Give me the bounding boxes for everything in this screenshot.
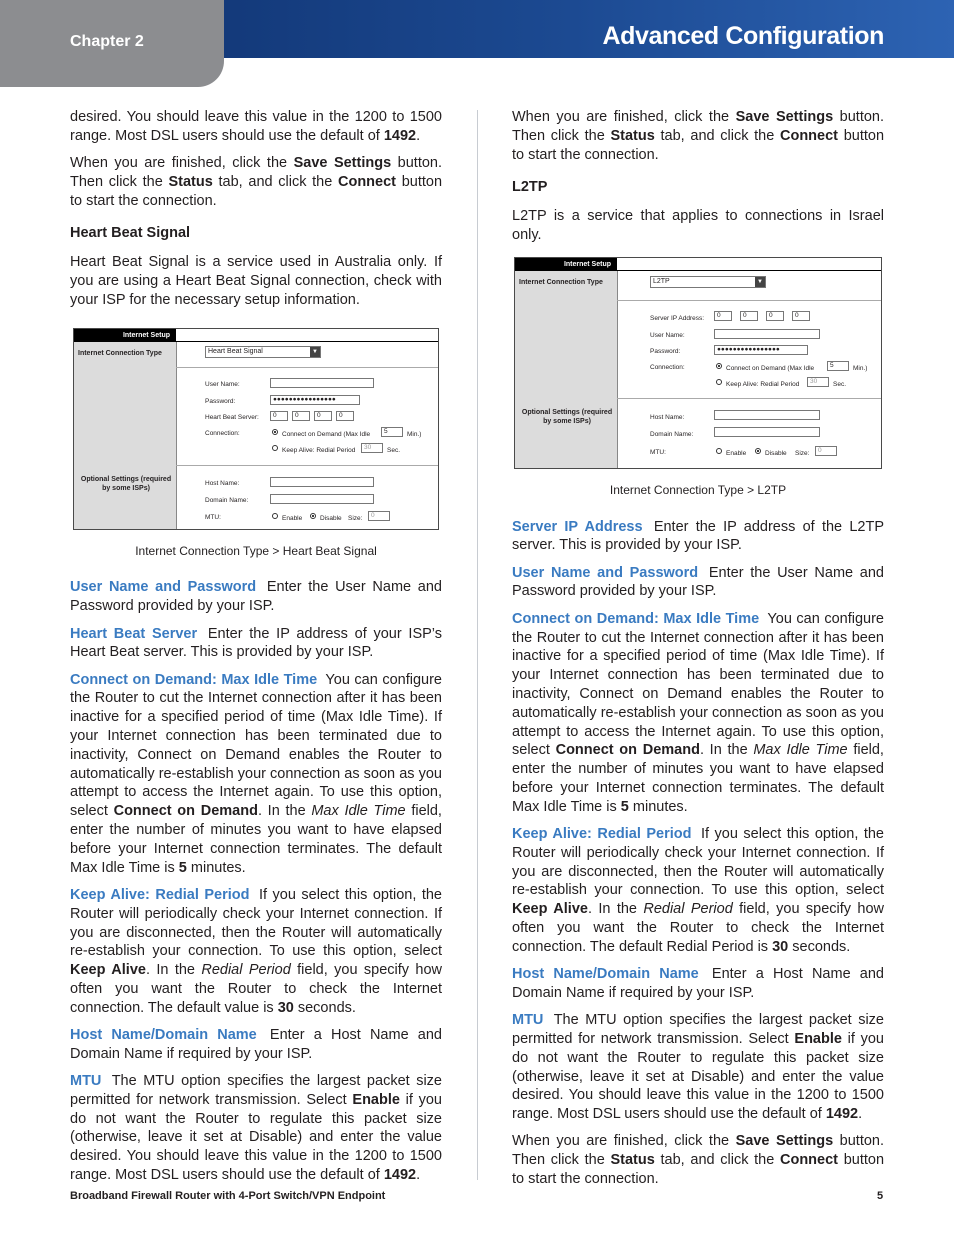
connect-on-demand-radio[interactable] — [272, 429, 278, 435]
mtu-enable-radio[interactable] — [716, 448, 722, 454]
domain-name-label: Domain Name: — [650, 430, 694, 438]
term: User Name and Password — [70, 579, 257, 596]
ip-octet-input[interactable]: 0 — [714, 311, 732, 321]
user-name-label: User Name: — [205, 380, 240, 388]
ip-octet-input[interactable]: 0 — [270, 411, 288, 421]
setup-sidebar — [74, 329, 176, 529]
mtu-size-input[interactable]: 0 — [368, 511, 390, 521]
min-text: Min.) — [853, 364, 868, 372]
chevron-down-icon: ▼ — [310, 347, 320, 357]
password-input[interactable]: ●●●●●●●●●●●●●●●● — [714, 345, 808, 355]
paragraph: Heart Beat Signal is a service used in Australia only. If you are using a Heart Beat Signal connection, check with your ISP for the necessary setup information. — [70, 254, 442, 308]
disable-text: Disable — [765, 449, 787, 457]
size-text: Size: — [348, 514, 363, 522]
divider — [176, 342, 177, 529]
domain-name-label: Domain Name: — [205, 496, 249, 504]
enable-text: Enable — [726, 449, 747, 457]
term: Keep Alive: Redial Period — [70, 886, 250, 903]
definition: Keep Alive: Redial Period If you select this option, the Router will periodically check your Internet connection. If you are disconnected, then the Router will automatically re-establish your connection. To use this option, select Keep Alive. In the Redial Period field, you specify how often you want the Router to check the Internet connection. The default Redial Period is 30 seconds. — [512, 826, 884, 955]
connection-type-select[interactable]: Heart Beat Signal ▼ — [205, 346, 321, 358]
page-number: 5 — [877, 1190, 884, 1202]
definition: Connect on Demand: Max Idle Time You can configure the Router to cut the Internet connection after it has been inactive for a specified period of time (Max Idle Time). If your Internet connection has been terminated due to inactivity, Connect on Demand enables the Router to automatically re-establish your connection as soon as you attempt to access the Internet again. To use this option, select Connect on Demand. In the Max Idle Time field, enter the number of minutes you want to have elapsed before your Internet connection terminates. The default Max Idle Time is 5 minutes. — [70, 671, 442, 876]
term: Connect on Demand: Max Idle Time — [70, 671, 318, 688]
ka-text: Keep Alive: Redial Period — [282, 446, 356, 454]
sidebar-heading: Internet Setup — [74, 329, 176, 342]
ip-octet-input[interactable]: 0 — [336, 411, 354, 421]
ka-text: Keep Alive: Redial Period — [726, 380, 800, 388]
term: MTU — [70, 1073, 102, 1090]
definition: MTU The MTU option specifies the largest packet size permitted for network transmission. Select Enable if you do not want the Router to regulate this packet size (otherwise, leave it set at Disable) and enter the value desired. You should leave this value in the 1200 to 1500 range. Most DSL users should use the default of 1492. — [70, 1073, 443, 1184]
main-heading-bar — [617, 258, 881, 271]
term: Host Name/Domain Name — [512, 966, 699, 983]
ip-octet-input[interactable]: 0 — [792, 311, 810, 321]
connect-on-demand-radio[interactable] — [716, 363, 722, 369]
mtu-disable-radio[interactable] — [310, 513, 316, 519]
paragraph: desired. You should leave this value in the 1200 to 1500 range. Most DSL users should use the default of 1492. — [70, 109, 442, 144]
main-heading-bar — [176, 329, 438, 342]
mtu-label: MTU: — [205, 513, 221, 521]
definition: Host Name/Domain Name Enter a Host Name and Domain Name if required by your ISP. — [70, 1027, 442, 1062]
definition: Connect on Demand: Max Idle Time You can configure the Router to cut the Internet connection after it has been inactive for a specified period of time (Max Idle Time). If your Internet connection has been terminated due to inactivity, Connect on Demand enables the Router to automatically re-establish your connection as soon as you attempt to access the Internet again. To use this option, select Connect on Demand. In the Max Idle Time field, enter the number of minutes you want to have elapsed before your Internet connection terminates. The default Max Idle Time is 5 minutes. — [512, 610, 884, 815]
paragraph: L2TP is a service that applies to connections in Israel only. — [512, 208, 884, 243]
max-idle-input[interactable]: 5 — [827, 361, 849, 371]
cod-text: Connect on Demand (Max Idle — [282, 430, 371, 438]
definition: Keep Alive: Redial Period If you select this option, the Router will periodically check your Internet connection. If you are disconnected, then the Router will automatically re-establish your connection. To use this option, select Keep Alive. In the Redial Period field, you specify how often you want the Router to check the Internet connection. The default value is 30 seconds. — [70, 886, 442, 1016]
conn-type-label: Internet Connection Type — [78, 349, 162, 357]
divider — [617, 300, 881, 301]
divider — [617, 398, 881, 399]
connection-label: Connection: — [205, 429, 240, 437]
server-ip-label: Server IP Address: — [650, 314, 705, 322]
redial-period-input[interactable]: 30 — [361, 443, 383, 453]
user-name-label: User Name: — [650, 331, 685, 339]
definition: MTU The MTU option specifies the largest packet size permitted for network transmission. Select Enable if you do not want the Router to regulate this packet size (otherwise, leave it set at Disable) and enter the value desired. You should leave this value in the 1200 to 1500 range. Most DSL users should use the default of 1492. — [512, 1012, 885, 1123]
host-name-label: Host Name: — [650, 413, 685, 421]
section-heading: L2TP — [512, 179, 548, 196]
keep-alive-radio[interactable] — [716, 379, 722, 385]
host-name-input[interactable] — [270, 477, 374, 487]
sec-text: Sec. — [833, 380, 847, 388]
user-name-input[interactable] — [270, 378, 374, 388]
password-label: Password: — [650, 347, 681, 355]
paragraph: When you are finished, click the Save Settings button. Then click the Status tab, and click the Connect button to start the connection. — [512, 109, 885, 163]
enable-text: Enable — [282, 514, 303, 522]
paragraph: When you are finished, click the Save Settings button. Then click the Status tab, and click the Connect button to start the connection. — [512, 1133, 885, 1188]
min-text: Min.) — [407, 430, 422, 438]
connection-type-select[interactable]: L2TP ▼ — [650, 276, 766, 288]
optional-settings-label: Optional Settings (required by some ISPs) — [80, 475, 172, 492]
term: Heart Beat Server — [70, 625, 198, 642]
column-divider — [477, 110, 478, 1180]
mtu-size-input[interactable]: 0 — [815, 446, 837, 456]
figure-caption: Internet Connection Type > L2TP — [609, 482, 787, 497]
mtu-enable-radio[interactable] — [272, 513, 278, 519]
term: User Name and Password — [512, 564, 699, 581]
divider — [176, 465, 438, 466]
setup-sidebar — [515, 258, 617, 468]
definition: User Name and Password Enter the User Name and Password provided by your ISP. — [512, 564, 884, 600]
host-name-label: Host Name: — [205, 479, 240, 487]
domain-name-input[interactable] — [270, 494, 374, 504]
ip-octet-input[interactable]: 0 — [314, 411, 332, 421]
sidebar-heading: Internet Setup — [515, 258, 617, 271]
mtu-label: MTU: — [650, 448, 666, 456]
section-heading: Heart Beat Signal — [70, 225, 191, 242]
divider — [176, 367, 438, 368]
right-column — [512, 108, 884, 1197]
term: MTU — [512, 1012, 544, 1029]
term: Server IP Address — [512, 518, 643, 535]
redial-period-input[interactable]: 30 — [807, 377, 829, 387]
size-text: Size: — [795, 449, 810, 457]
page-title: Advanced Configuration — [602, 22, 884, 50]
optional-settings-label: Optional Settings (required by some ISPs) — [521, 408, 613, 425]
term: Connect on Demand: Max Idle Time — [512, 610, 760, 627]
chevron-down-icon: ▼ — [755, 277, 765, 287]
figure-caption: Internet Connection Type > Heart Beat Signal — [135, 543, 377, 558]
definition: Heart Beat Server Enter the IP address of your ISP’s Heart Beat server. This is provided by your ISP. — [70, 625, 443, 661]
user-name-input[interactable] — [714, 329, 820, 339]
cod-text: Connect on Demand (Max Idle — [726, 364, 815, 372]
definition: Host Name/Domain Name Enter a Host Name and Domain Name if required by your ISP. — [512, 966, 884, 1001]
left-column — [70, 108, 442, 1193]
password-label: Password: — [205, 397, 236, 405]
definition: User Name and Password Enter the User Name and Password provided by your ISP. — [70, 579, 442, 615]
paragraph: When you are finished, click the Save Settings button. Then click the Status tab, and click the Connect button to start the connection. — [70, 155, 443, 209]
heart-beat-screenshot — [73, 328, 439, 530]
conn-type-label: Internet Connection Type — [519, 278, 603, 286]
max-idle-input[interactable]: 5 — [381, 427, 403, 437]
ip-octet-input[interactable]: 0 — [766, 311, 784, 321]
host-name-input[interactable] — [714, 410, 820, 420]
term: Host Name/Domain Name — [70, 1027, 257, 1043]
chapter-label: Chapter 2 — [70, 33, 144, 50]
password-input[interactable]: ●●●●●●●●●●●●●●●● — [270, 395, 360, 405]
definition: Server IP Address Enter the IP address of the L2TP server. This is provided by your ISP. — [512, 518, 884, 554]
ip-octet-input[interactable]: 0 — [292, 411, 310, 421]
l2tp-screenshot — [514, 257, 882, 469]
footer-text: Broadband Firewall Router with 4-Port Switch/VPN Endpoint — [70, 1190, 386, 1202]
disable-text: Disable — [320, 514, 342, 522]
term: Keep Alive: Redial Period — [512, 826, 692, 843]
keep-alive-radio[interactable] — [272, 445, 278, 451]
ip-octet-input[interactable]: 0 — [740, 311, 758, 321]
heart-beat-server-label: Heart Beat Server: — [205, 413, 259, 421]
connection-label: Connection: — [650, 363, 685, 371]
mtu-disable-radio[interactable] — [755, 448, 761, 454]
sec-text: Sec. — [387, 446, 401, 454]
domain-name-input[interactable] — [714, 427, 820, 437]
